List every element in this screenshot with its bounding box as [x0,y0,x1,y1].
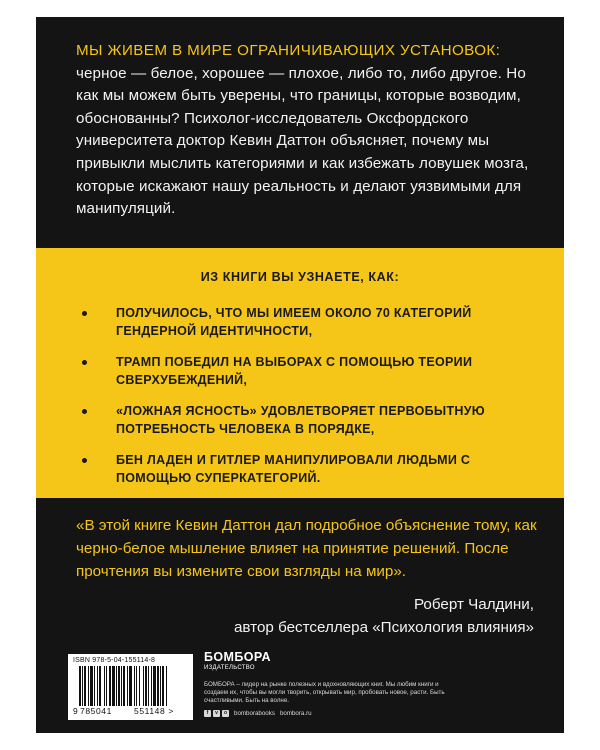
barcode-digits [73,706,188,716]
learn-item: «ЛОЖНАЯ ЯСНОСТЬ» УДОВЛЕТВОРЯЕТ ПЕРВОБЫТНУЮ ПОТРЕБНОСТЬ ЧЕЛОВЕКА В ПОРЯДКЕ, [116,402,536,438]
quote-author-note: автор бестселлера «Психология влияния» [233,619,534,636]
barcode-digits-left: 785041 [80,706,112,716]
bullet-icon [82,409,87,414]
social-icon: f [204,710,211,717]
social-icon: o [223,710,228,717]
social-icon: v [213,710,220,717]
publisher-links [204,710,474,717]
endorsement-attribution [234,593,534,639]
publisher-logo-subtitle: ИЗДАТЕЛЬСТВО [204,665,255,671]
publisher-logo: БОМБОРА [204,650,271,664]
learn-item: БЕН ЛАДЕН И ГИТЛЕР МАНИПУЛИРОВАЛИ ЛЮДЬМИ С ПОМОЩЬЮ СУПЕРКАТЕГОРИЙ. [116,451,536,487]
bullet-icon [82,311,87,316]
isbn-barcode [68,654,193,720]
barcode-digit-first: 9 [73,706,79,716]
endorsement-quote: «В этой книге Кевин Даттон дал подробное объяснение тому, как черно-белое мышление влияет на принятие решений. После прочтения вы измените свои взгляды на мир». [76,517,537,580]
bullet-icon [82,458,87,463]
learn-item: ПОЛУЧИЛОСЬ, ЧТО МЫ ИМЕЕМ ОКОЛО 70 КАТЕГОРИЙ ГЕНДЕРНОЙ ИДЕНТИЧНОСТИ, [116,304,536,340]
publisher-website: bombora.ru [279,709,312,717]
book-back-cover [36,17,564,733]
intro-lead: МЫ ЖИВЕМ В МИРЕ ОГРАНИЧИВАЮЩИХ УСТАНОВОК: [76,42,501,59]
barcode-bars [79,666,188,706]
social-icons [204,710,229,717]
barcode-bar [166,666,167,706]
intro-body: черное — белое, хорошее — плохое, либо то, либо другое. Но как мы можем быть уверены, что границы, которые возводим, обоснованны? Психолог-исследователь Оксфордского университета доктор Кевин Даттон объясняет, почему мы привыкли мыслить категориями и как избежать ловушек мозга, которые искажают нашу реальность и делают уязвимыми для манипуляций. [76,64,529,218]
bullet-icon [82,360,87,365]
intro-text [76,40,546,221]
publisher-block [204,651,474,717]
learn-item: ТРАМП ПОБЕДИЛ НА ВЫБОРАХ С ПОМОЩЬЮ ТЕОРИИ СВЕРХУБЕЖДЕНИЙ, [116,353,536,389]
social-handle: bomborabooks [234,709,275,717]
learn-heading: ИЗ КНИГИ ВЫ УЗНАЕТЕ, КАК: [200,270,400,284]
isbn-number: ISBN 978-5-04-155114-8 [73,657,156,664]
learn-panel [36,248,564,498]
barcode-digits-right: 551148 [134,706,166,716]
quote-author: Роберт Чалдини, [413,596,534,613]
barcode-end-mark: > [168,706,174,716]
learn-list [116,304,536,500]
publisher-description: БОМБОРА – лидер на рынке полезных и вдохновляющих книг. Мы любим книги и создаем их, чтобы вы могли творить, открывать мир, пробовать новое, расти. Быть счастливыми. Быть на волне. [204,681,445,705]
